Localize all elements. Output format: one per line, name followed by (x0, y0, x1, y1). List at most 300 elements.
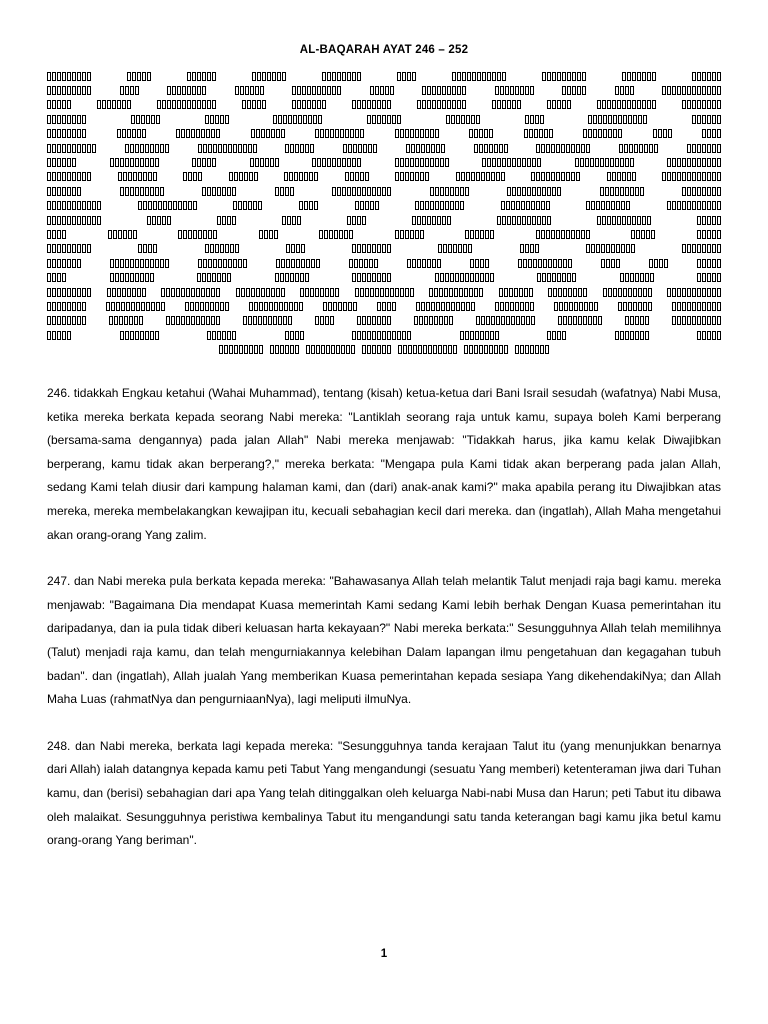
arabic-word-glyphs (236, 288, 285, 297)
missing-glyph-box (547, 100, 551, 109)
arabic-word-glyphs (625, 316, 649, 325)
missing-glyph-box (392, 302, 396, 311)
missing-glyph-box (572, 273, 576, 282)
missing-glyph-box (624, 144, 628, 153)
missing-glyph-box (485, 331, 489, 340)
arabic-word-glyphs (285, 144, 314, 153)
missing-glyph-box (504, 345, 508, 354)
missing-glyph-box (116, 302, 120, 311)
arabic-word-glyphs (406, 144, 445, 153)
missing-glyph-box (188, 172, 192, 181)
missing-glyph-box (87, 72, 91, 81)
missing-glyph-box (223, 144, 227, 153)
missing-glyph-box (145, 259, 149, 268)
missing-glyph-box (138, 172, 142, 181)
missing-glyph-box (330, 129, 334, 138)
missing-glyph-box (297, 216, 301, 225)
arabic-word-glyphs (615, 331, 649, 340)
missing-glyph-box (489, 345, 493, 354)
missing-glyph-box (492, 72, 496, 81)
missing-glyph-box (72, 244, 76, 253)
arabic-word-glyphs (702, 129, 721, 138)
missing-glyph-box (147, 216, 151, 225)
missing-glyph-box (233, 259, 237, 268)
missing-glyph-box (67, 302, 71, 311)
missing-glyph-box (462, 86, 466, 95)
arabic-word-glyphs (286, 244, 305, 253)
missing-glyph-box (216, 129, 220, 138)
missing-glyph-box (362, 345, 366, 354)
missing-glyph-box (348, 144, 352, 153)
arabic-word-glyphs (157, 100, 216, 109)
arabic-line (47, 227, 721, 241)
arabic-word-glyphs (97, 100, 131, 109)
missing-glyph-box (317, 158, 321, 167)
missing-glyph-box (582, 72, 586, 81)
missing-glyph-box (47, 216, 51, 225)
missing-glyph-box (120, 86, 124, 95)
missing-glyph-box (410, 172, 414, 181)
missing-glyph-box (405, 172, 409, 181)
missing-glyph-box (547, 72, 551, 81)
missing-glyph-box (266, 129, 270, 138)
missing-glyph-box (395, 129, 399, 138)
missing-glyph-box (476, 172, 480, 181)
missing-glyph-box (57, 72, 61, 81)
missing-glyph-box (243, 144, 247, 153)
missing-glyph-box (600, 158, 604, 167)
arabic-word-glyphs (273, 115, 322, 124)
missing-glyph-box (196, 316, 200, 325)
missing-glyph-box (332, 187, 336, 196)
arabic-word-glyphs (352, 100, 391, 109)
missing-glyph-box (325, 316, 329, 325)
missing-glyph-box (475, 273, 479, 282)
missing-glyph-box (312, 100, 316, 109)
missing-glyph-box (290, 187, 294, 196)
arabic-word-glyphs (251, 129, 285, 138)
missing-glyph-box (506, 201, 510, 210)
arabic-word-glyphs (662, 86, 721, 95)
missing-glyph-box (314, 201, 318, 210)
missing-glyph-box (516, 201, 520, 210)
missing-glyph-box (307, 100, 311, 109)
missing-glyph-box (377, 316, 381, 325)
missing-glyph-box (525, 86, 529, 95)
arabic-word-glyphs (319, 230, 353, 239)
missing-glyph-box (120, 273, 124, 282)
missing-glyph-box (377, 273, 381, 282)
missing-glyph-box (238, 201, 242, 210)
missing-glyph-box (697, 86, 701, 95)
missing-glyph-box (566, 172, 570, 181)
missing-glyph-box (620, 273, 624, 282)
missing-glyph-box (130, 259, 134, 268)
missing-glyph-box (625, 273, 629, 282)
missing-glyph-box (687, 100, 691, 109)
missing-glyph-box (249, 302, 253, 311)
missing-glyph-box (333, 302, 337, 311)
missing-glyph-box (218, 259, 222, 268)
missing-glyph-box (192, 158, 196, 167)
missing-glyph-box (240, 86, 244, 95)
arabic-word-glyphs (682, 244, 721, 253)
verse-246-translation: 246. tidakkah Engkau ketahui (Wahai Muhammad), tentang (kisah) ketua-ketua dari Bani Israil sesudah (wafatnya) Nabi Musa, ketika mereka berkata kepada seorang Nabi mereka: "Lantiklah seorang raja untuk kamu, supaya boleh Kami berperang (bersama-sama dengannya) pada jalan Allah" Nabi mereka menjawab: "Tidakkah harus, jika kamu kelak Diwajibkan berperang, kamu tidak akan berperang?," mereka berkata: "Mengapa pula Kami tidak akan berperang pada jalan Allah, sedang Kami telah diusir dari kampung halaman kami, dan (dari) anak-anak kami?" maka apabila perang itu Diwajibkan atas mereka, mereka membelakangkan kewajipan itu, kecuali sebahagian kecil dari mereka. dan (ingatlah), Allah Maha mengetahui akan orang-orang Yang zalim. (47, 386, 721, 542)
arabic-line (47, 141, 721, 155)
missing-glyph-box (52, 144, 56, 153)
missing-glyph-box (549, 129, 553, 138)
missing-glyph-box (260, 158, 264, 167)
missing-glyph-box (682, 100, 686, 109)
missing-glyph-box (507, 187, 511, 196)
missing-glyph-box (717, 100, 721, 109)
missing-glyph-box (330, 316, 334, 325)
missing-glyph-box (125, 331, 129, 340)
missing-glyph-box (196, 288, 200, 297)
arabic-word-glyphs (285, 331, 304, 340)
arabic-word-glyphs (276, 259, 320, 268)
missing-glyph-box (372, 187, 376, 196)
missing-glyph-box (702, 216, 706, 225)
missing-glyph-box (218, 144, 222, 153)
arabic-word-glyphs (562, 86, 586, 95)
missing-glyph-box (300, 144, 304, 153)
missing-glyph-box (600, 187, 604, 196)
missing-glyph-box (542, 273, 546, 282)
missing-glyph-box (485, 273, 489, 282)
arabic-word-glyphs (47, 115, 86, 124)
missing-glyph-box (484, 144, 488, 153)
missing-glyph-box (626, 244, 630, 253)
missing-glyph-box (717, 230, 721, 239)
missing-glyph-box (469, 345, 473, 354)
arabic-word-glyphs (672, 316, 721, 325)
missing-glyph-box (712, 115, 716, 124)
missing-glyph-box (545, 345, 549, 354)
missing-glyph-box (712, 316, 716, 325)
missing-glyph-box (475, 331, 479, 340)
missing-glyph-box (135, 187, 139, 196)
missing-glyph-box (649, 259, 653, 268)
missing-glyph-box (253, 144, 257, 153)
arabic-line (47, 170, 721, 184)
missing-glyph-box (439, 288, 443, 297)
missing-glyph-box (569, 302, 573, 311)
missing-glyph-box (491, 316, 495, 325)
missing-glyph-box (198, 230, 202, 239)
arabic-word-glyphs (120, 331, 159, 340)
missing-glyph-box (652, 72, 656, 81)
missing-glyph-box (635, 331, 639, 340)
missing-glyph-box (507, 158, 511, 167)
arabic-word-glyphs (474, 144, 508, 153)
arabic-word-glyphs (377, 302, 396, 311)
missing-glyph-box (52, 316, 56, 325)
missing-glyph-box (524, 288, 528, 297)
arabic-word-glyphs (47, 172, 91, 181)
arabic-word-glyphs (138, 244, 157, 253)
missing-glyph-box (302, 100, 306, 109)
missing-glyph-box (67, 316, 71, 325)
arabic-word-glyphs (397, 72, 416, 81)
missing-glyph-box (613, 288, 617, 297)
missing-glyph-box (717, 216, 721, 225)
missing-glyph-box (117, 129, 121, 138)
missing-glyph-box (294, 172, 298, 181)
missing-glyph-box (479, 129, 483, 138)
arabic-word-glyphs (501, 201, 550, 210)
missing-glyph-box (558, 288, 562, 297)
missing-glyph-box (449, 288, 453, 297)
missing-glyph-box (132, 72, 136, 81)
missing-glyph-box (422, 216, 426, 225)
missing-glyph-box (62, 302, 66, 311)
missing-glyph-box (489, 144, 493, 153)
missing-glyph-box (269, 302, 273, 311)
missing-glyph-box (667, 86, 671, 95)
missing-glyph-box (385, 86, 389, 95)
arabic-word-glyphs (343, 144, 377, 153)
arabic-word-glyphs (456, 172, 505, 181)
missing-glyph-box (645, 331, 649, 340)
missing-glyph-box (450, 273, 454, 282)
missing-glyph-box (57, 331, 61, 340)
missing-glyph-box (643, 302, 647, 311)
missing-glyph-box (344, 230, 348, 239)
missing-glyph-box (411, 144, 415, 153)
missing-glyph-box (429, 288, 433, 297)
missing-glyph-box (677, 172, 681, 181)
missing-glyph-box (259, 345, 263, 354)
missing-glyph-box (123, 230, 127, 239)
missing-glyph-box (191, 288, 195, 297)
missing-glyph-box (717, 259, 721, 268)
missing-glyph-box (150, 259, 154, 268)
missing-glyph-box (492, 100, 496, 109)
missing-glyph-box (431, 144, 435, 153)
missing-glyph-box (140, 158, 144, 167)
missing-glyph-box (593, 129, 597, 138)
missing-glyph-box (646, 230, 650, 239)
missing-glyph-box (437, 259, 441, 268)
missing-glyph-box (562, 100, 566, 109)
missing-glyph-box (201, 316, 205, 325)
missing-glyph-box (261, 288, 265, 297)
missing-glyph-box (627, 72, 631, 81)
missing-glyph-box (57, 115, 61, 124)
missing-glyph-box (264, 302, 268, 311)
missing-glyph-box (687, 172, 691, 181)
missing-glyph-box (447, 216, 451, 225)
missing-glyph-box (275, 187, 279, 196)
missing-glyph-box (546, 144, 550, 153)
missing-glyph-box (450, 201, 454, 210)
arabic-word-glyphs (205, 244, 239, 253)
missing-glyph-box (420, 129, 424, 138)
missing-glyph-box (62, 100, 66, 109)
missing-glyph-box (82, 144, 86, 153)
arabic-word-glyphs (692, 72, 721, 81)
missing-glyph-box (228, 144, 232, 153)
missing-glyph-box (465, 230, 469, 239)
missing-glyph-box (268, 316, 272, 325)
missing-glyph-box (712, 230, 716, 239)
missing-glyph-box (432, 86, 436, 95)
missing-glyph-box (667, 158, 671, 167)
missing-glyph-box (337, 187, 341, 196)
missing-glyph-box (57, 172, 61, 181)
missing-glyph-box (410, 129, 414, 138)
missing-glyph-box (702, 230, 706, 239)
missing-glyph-box (697, 331, 701, 340)
missing-glyph-box (140, 144, 144, 153)
missing-glyph-box (77, 316, 81, 325)
missing-glyph-box (519, 288, 523, 297)
missing-glyph-box (380, 288, 384, 297)
arabic-word-glyphs (492, 100, 521, 109)
missing-glyph-box (672, 201, 676, 210)
arabic-word-glyphs (47, 273, 66, 282)
missing-glyph-box (616, 244, 620, 253)
missing-glyph-box (165, 144, 169, 153)
missing-glyph-box (372, 244, 376, 253)
missing-glyph-box (118, 172, 122, 181)
missing-glyph-box (479, 288, 483, 297)
missing-glyph-box (400, 288, 404, 297)
missing-glyph-box (280, 273, 284, 282)
missing-glyph-box (470, 230, 474, 239)
missing-glyph-box (611, 244, 615, 253)
missing-glyph-box (294, 302, 298, 311)
missing-glyph-box (161, 288, 165, 297)
missing-glyph-box (421, 144, 425, 153)
arabic-word-glyphs (47, 86, 91, 95)
missing-glyph-box (241, 288, 245, 297)
arabic-word-glyphs (352, 273, 391, 282)
missing-glyph-box (432, 100, 436, 109)
missing-glyph-box (491, 172, 495, 181)
missing-glyph-box (47, 273, 51, 282)
missing-glyph-box (602, 216, 606, 225)
missing-glyph-box (532, 158, 536, 167)
missing-glyph-box (522, 158, 526, 167)
missing-glyph-box (126, 302, 130, 311)
missing-glyph-box (177, 86, 181, 95)
missing-glyph-box (530, 244, 534, 253)
missing-glyph-box (659, 259, 663, 268)
missing-glyph-box (202, 86, 206, 95)
missing-glyph-box (315, 316, 319, 325)
missing-glyph-box (72, 187, 76, 196)
missing-glyph-box (531, 201, 535, 210)
missing-glyph-box (542, 72, 546, 81)
missing-glyph-box (578, 288, 582, 297)
missing-glyph-box (377, 100, 381, 109)
missing-glyph-box (160, 144, 164, 153)
arabic-word-glyphs (47, 72, 91, 81)
missing-glyph-box (198, 259, 202, 268)
arabic-word-glyphs (202, 187, 236, 196)
missing-glyph-box (357, 331, 361, 340)
missing-glyph-box (642, 216, 646, 225)
missing-glyph-box (347, 72, 351, 81)
arabic-word-glyphs (470, 259, 489, 268)
missing-glyph-box (373, 144, 377, 153)
arabic-word-glyphs (667, 288, 721, 297)
missing-glyph-box (52, 115, 56, 124)
missing-glyph-box (421, 302, 425, 311)
arabic-word-glyphs (161, 288, 220, 297)
missing-glyph-box (271, 129, 275, 138)
missing-glyph-box (499, 144, 503, 153)
missing-glyph-box (208, 144, 212, 153)
missing-glyph-box (346, 345, 350, 354)
missing-glyph-box (253, 201, 257, 210)
missing-glyph-box (306, 259, 310, 268)
missing-glyph-box (300, 273, 304, 282)
missing-glyph-box (667, 201, 671, 210)
missing-glyph-box (202, 100, 206, 109)
missing-glyph-box (412, 216, 416, 225)
missing-glyph-box (558, 259, 562, 268)
missing-glyph-box (466, 172, 470, 181)
arabic-word-glyphs (299, 201, 318, 210)
missing-glyph-box (243, 259, 247, 268)
missing-glyph-box (605, 158, 609, 167)
missing-glyph-box (77, 259, 81, 268)
missing-glyph-box (596, 201, 600, 210)
missing-glyph-box (615, 187, 619, 196)
missing-glyph-box (148, 172, 152, 181)
missing-glyph-box (525, 115, 529, 124)
missing-glyph-box (352, 216, 356, 225)
missing-glyph-box (281, 259, 285, 268)
missing-glyph-box (120, 187, 124, 196)
missing-glyph-box (140, 187, 144, 196)
missing-glyph-box (135, 86, 139, 95)
missing-glyph-box (274, 230, 278, 239)
missing-glyph-box (47, 244, 51, 253)
missing-glyph-box (501, 172, 505, 181)
arabic-word-glyphs (282, 216, 301, 225)
missing-glyph-box (225, 244, 229, 253)
missing-glyph-box (556, 144, 560, 153)
missing-glyph-box (539, 129, 543, 138)
missing-glyph-box (112, 100, 116, 109)
missing-glyph-box (322, 100, 326, 109)
missing-glyph-box (536, 172, 540, 181)
arabic-word-glyphs (518, 259, 572, 268)
missing-glyph-box (697, 316, 701, 325)
missing-glyph-box (145, 331, 149, 340)
arabic-word-glyphs (370, 86, 394, 95)
missing-glyph-box (647, 72, 651, 81)
missing-glyph-box (353, 144, 357, 153)
missing-glyph-box (521, 316, 525, 325)
missing-glyph-box (153, 172, 157, 181)
missing-glyph-box (415, 158, 419, 167)
missing-glyph-box (47, 187, 51, 196)
missing-glyph-box (146, 115, 150, 124)
missing-glyph-box (707, 331, 711, 340)
missing-glyph-box (151, 302, 155, 311)
missing-glyph-box (526, 201, 530, 210)
missing-glyph-box (702, 273, 706, 282)
missing-glyph-box (278, 316, 282, 325)
missing-glyph-box (390, 288, 394, 297)
missing-glyph-box (480, 259, 484, 268)
missing-glyph-box (562, 273, 566, 282)
